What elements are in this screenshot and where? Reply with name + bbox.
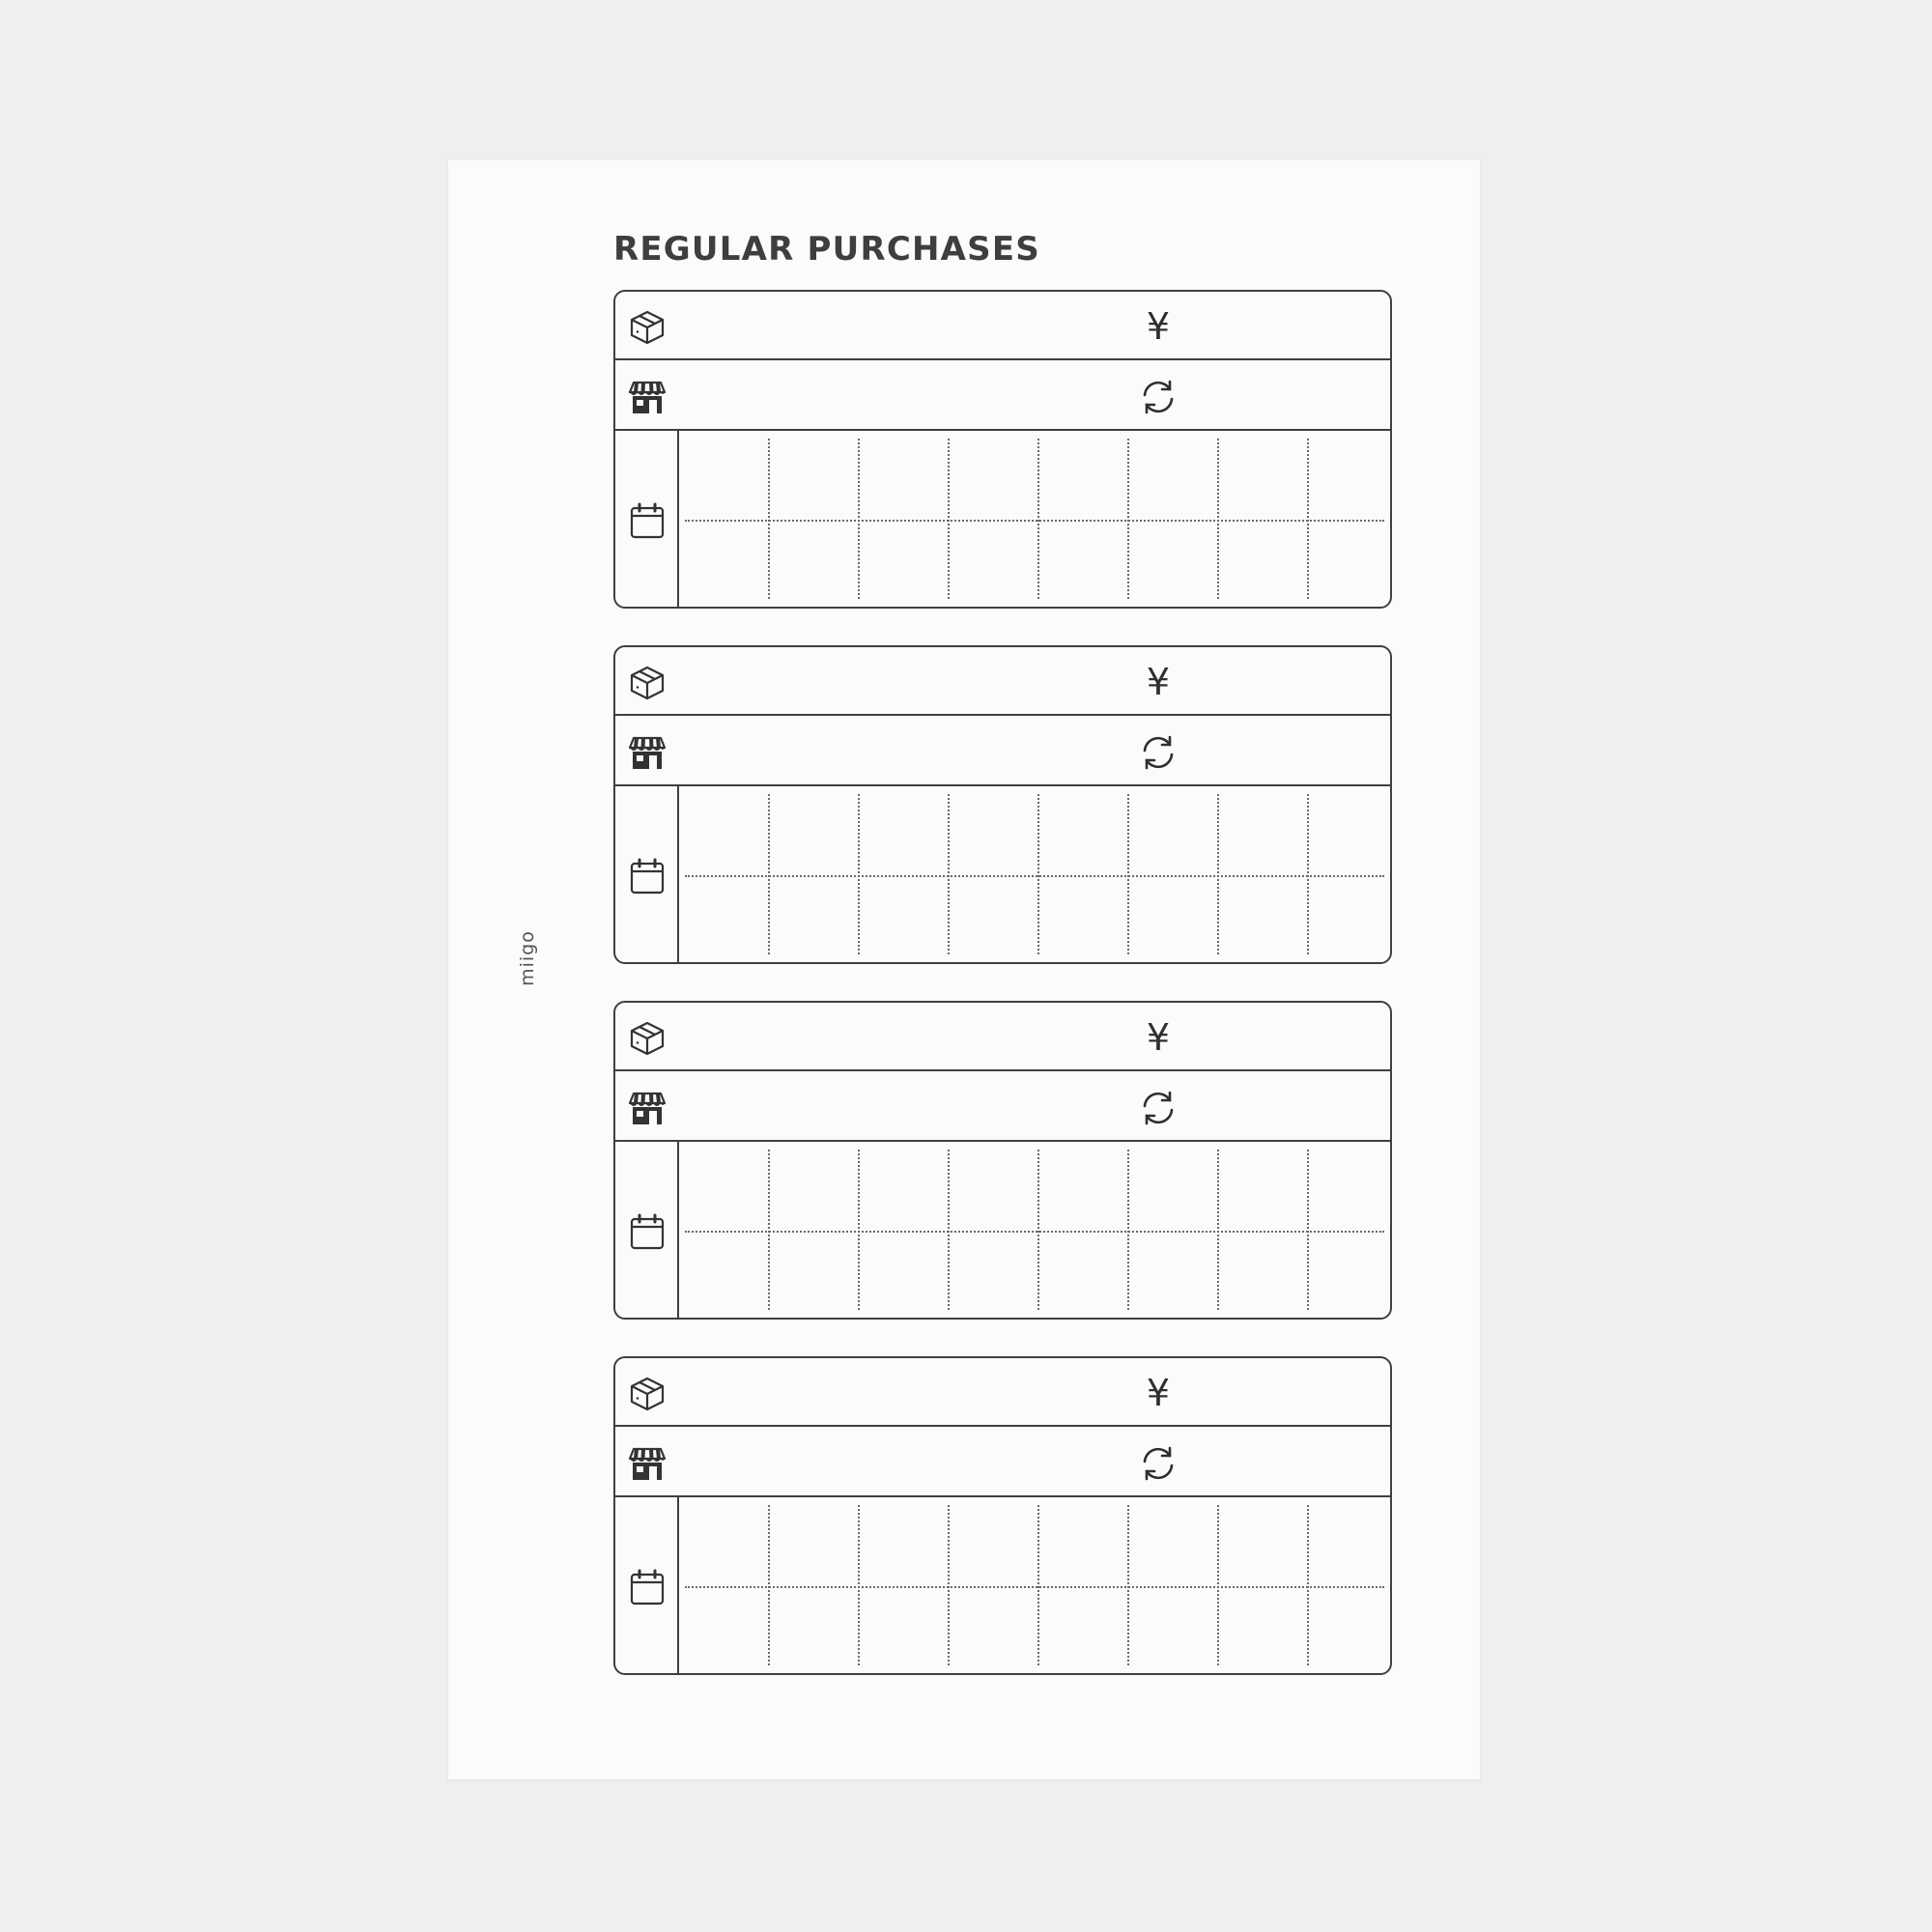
store-icon [628, 734, 667, 773]
grid-line [1127, 1150, 1129, 1310]
grid-line [1127, 1505, 1129, 1665]
grid-line [858, 439, 860, 599]
grid-line [685, 520, 1384, 522]
grid-line [768, 1505, 770, 1665]
grid-line [948, 1505, 950, 1665]
planner-page [448, 160, 1480, 1779]
grid-line [858, 1505, 860, 1665]
page-title: REGULAR PURCHASES [613, 230, 1040, 269]
calendar-icon [629, 1212, 666, 1251]
grid-line [768, 794, 770, 954]
grid-line [1217, 1150, 1219, 1310]
item-name-row[interactable] [615, 647, 1390, 716]
refresh-icon [1137, 731, 1179, 774]
grid-line [685, 1586, 1384, 1588]
grid-line [858, 1150, 860, 1310]
date-grid[interactable] [679, 1142, 1390, 1318]
store-icon [628, 379, 667, 417]
item-name-row[interactable] [615, 1003, 1390, 1071]
store-row[interactable] [615, 1429, 1390, 1497]
grid-line [685, 1231, 1384, 1233]
store-row[interactable] [615, 362, 1390, 431]
calendar-icon [629, 501, 666, 540]
calendar-icon [629, 857, 666, 895]
date-grid[interactable] [679, 1497, 1390, 1673]
box-icon [628, 1375, 667, 1413]
store-icon [628, 1445, 667, 1484]
item-name-row[interactable] [615, 292, 1390, 360]
grid-line [1037, 439, 1039, 599]
refresh-icon [1137, 1442, 1179, 1485]
grid-line [1307, 794, 1309, 954]
grid-line [1037, 1150, 1039, 1310]
grid-line [948, 1150, 950, 1310]
purchase-card [613, 1356, 1392, 1675]
grid-line [1127, 439, 1129, 599]
date-log [615, 786, 1390, 962]
date-log [615, 1497, 1390, 1673]
grid-line [1217, 794, 1219, 954]
store-row[interactable] [615, 1073, 1390, 1142]
grid-line [1037, 794, 1039, 954]
purchase-card [613, 290, 1392, 609]
grid-line [768, 1150, 770, 1310]
grid-line [1217, 1505, 1219, 1665]
yen-symbol: ¥ [1146, 1372, 1171, 1414]
grid-line [768, 439, 770, 599]
grid-line [1307, 1150, 1309, 1310]
date-grid[interactable] [679, 431, 1390, 607]
grid-line [1037, 1505, 1039, 1665]
calendar-icon [629, 1568, 666, 1606]
grid-line [1217, 439, 1219, 599]
grid-line [948, 794, 950, 954]
yen-symbol: ¥ [1146, 305, 1171, 348]
item-name-row[interactable] [615, 1358, 1390, 1427]
yen-symbol: ¥ [1146, 661, 1171, 703]
date-log [615, 1142, 1390, 1318]
grid-line [858, 794, 860, 954]
box-icon [628, 308, 667, 347]
store-icon [628, 1090, 667, 1128]
grid-line [1307, 439, 1309, 599]
date-log [615, 431, 1390, 607]
store-row[interactable] [615, 718, 1390, 786]
purchase-card [613, 645, 1392, 964]
box-icon [628, 664, 667, 702]
refresh-icon [1137, 1087, 1179, 1129]
grid-line [948, 439, 950, 599]
date-grid[interactable] [679, 786, 1390, 962]
grid-line [1307, 1505, 1309, 1665]
grid-line [685, 875, 1384, 877]
grid-line [1127, 794, 1129, 954]
purchase-card [613, 1001, 1392, 1320]
box-icon [628, 1019, 667, 1058]
refresh-icon [1137, 376, 1179, 418]
brand-label: miigo [517, 930, 538, 986]
yen-symbol: ¥ [1146, 1016, 1171, 1059]
